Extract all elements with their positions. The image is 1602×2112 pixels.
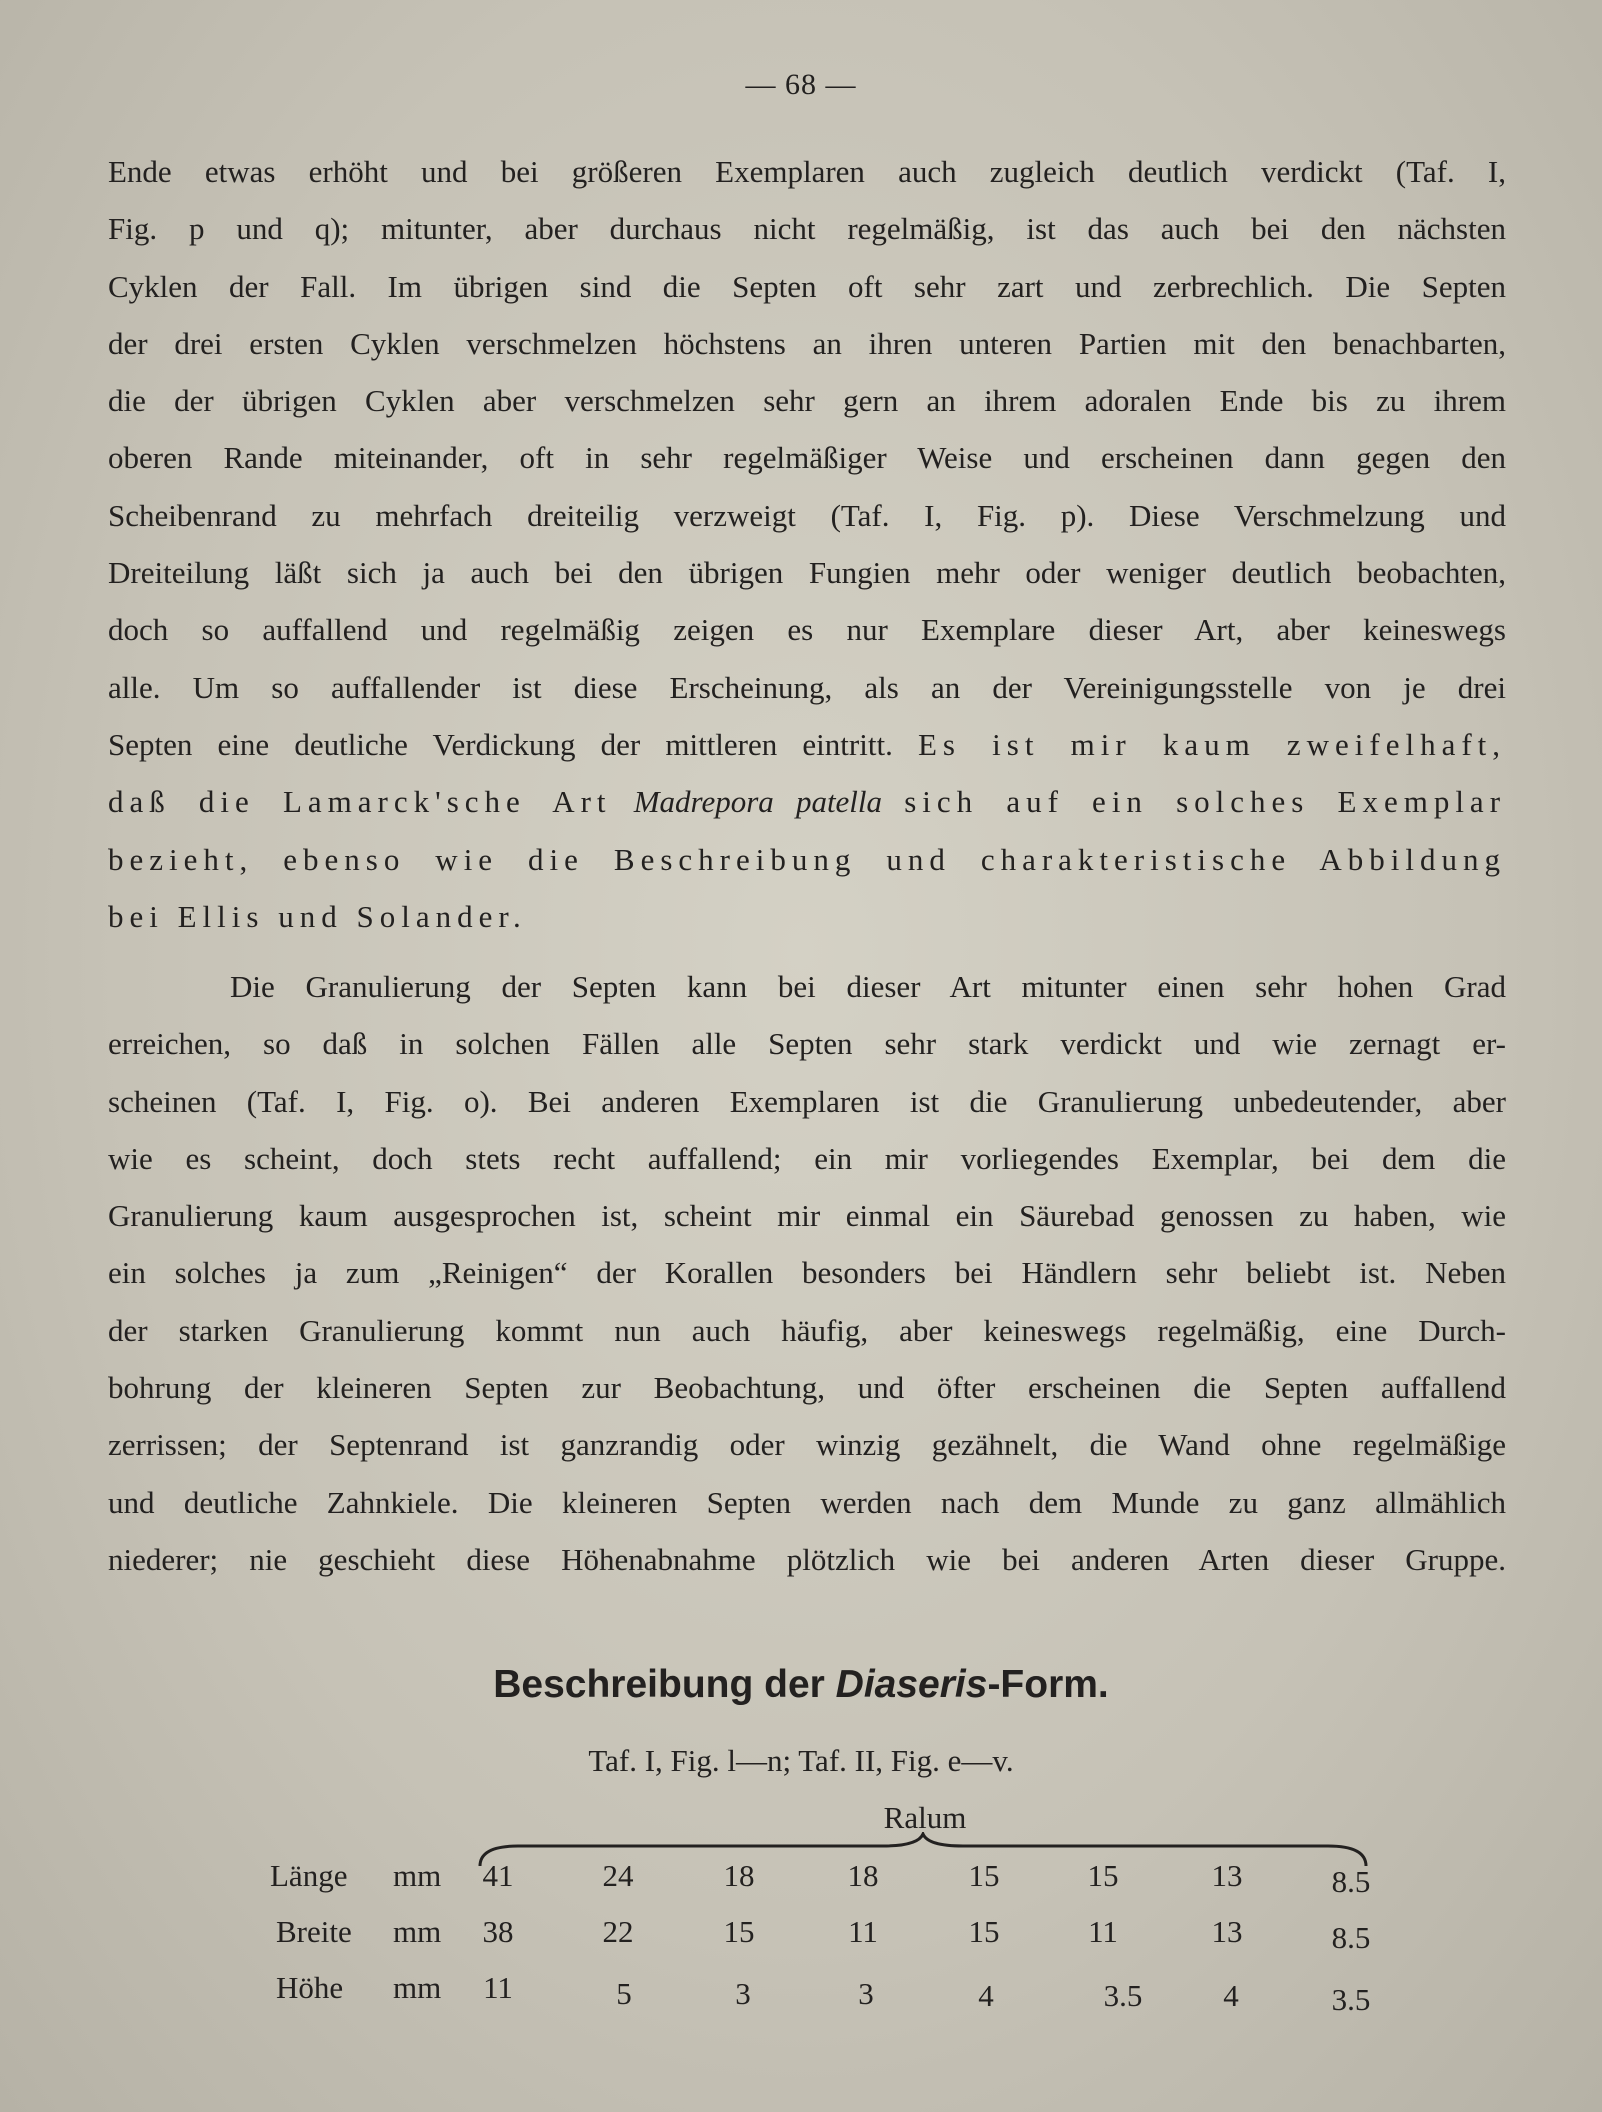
section-heading: [0, 1663, 1602, 1707]
table-cell: 3.5: [1103, 1978, 1143, 2013]
text-line: Dreiteilung läßt sich ja auch bei den übrigen Fungien mehr oder weniger deutlich beobachten,: [108, 555, 1506, 591]
table-cell: 4: [1223, 1978, 1239, 2013]
text-line: Die Granulierung der Septen kann bei dieser Art mitunter einen sehr hohen Grad: [230, 969, 1506, 1004]
table-cell: 15: [1087, 1858, 1119, 1893]
table-cell: 15: [968, 1914, 1000, 1949]
table-cell: 5: [616, 1976, 632, 2011]
table-cell: 4: [978, 1978, 994, 2013]
text-line: der starken Granulierung kommt nun auch häufig, aber keineswegs regelmäßig, eine Durch-: [108, 1312, 1506, 1348]
text-line: bohrung der kleineren Septen zur Beobachtung, und öfter erscheinen die Septen auffallend: [108, 1370, 1506, 1406]
text-line: Granulierung kaum ausgesprochen ist, scheint mir einmal ein Säurebad genossen zu haben, wie: [108, 1198, 1506, 1234]
text-fragment: Septen eine deutliche Verdickung der mittleren eintritt.: [108, 726, 893, 762]
table-cell: 15: [723, 1914, 755, 1949]
table-cell: 18: [847, 1858, 879, 1893]
table-cell: 11: [1088, 1914, 1118, 1949]
row-label: Länge: [270, 1858, 348, 1893]
table-cell: 3: [735, 1976, 751, 2011]
table-cell: 13: [1211, 1914, 1243, 1949]
table-cell: 24: [602, 1858, 634, 1893]
spaced-emphasis: Es ist mir kaum zweifelhaft,: [918, 726, 1507, 762]
text-line: doch so auffallend und regelmäßig zeigen es nur Exemplare dieser Art, aber keineswegs: [108, 612, 1506, 648]
paragraph-granulation: [108, 958, 1506, 1588]
paragraph-septa-fusion: [108, 143, 1506, 945]
text-line: niederer; nie geschieht diese Höhenabnahme plötzlich wie bei anderen Arten dieser Gruppe.: [108, 1541, 1506, 1577]
text-line: zerrissen; der Septenrand ist ganzrandig oder winzig gezähnelt, die Wand ohne regelmäßige: [108, 1427, 1506, 1463]
text-line: oberen Rande miteinander, oft in sehr regelmäßiger Weise und erscheinen dann gegen den: [108, 440, 1506, 476]
text-line: die der übrigen Cyklen aber verschmelzen sehr gern an ihrem adoralen Ende bis zu ihrem: [108, 383, 1506, 419]
table-cell: 41: [482, 1858, 514, 1893]
text-line: Cyklen der Fall. Im übrigen sind die Septen oft sehr zart und zerbrechlich. Die Septen: [108, 268, 1506, 304]
text-line: Ende etwas erhöht und bei größeren Exemplaren auch zugleich deutlich verdickt (Taf. I,: [108, 154, 1506, 189]
text-line: [108, 716, 1506, 773]
table-cell: 15: [968, 1858, 1000, 1893]
row-label: Breite: [276, 1914, 352, 1949]
text-line: alle. Um so auffallender ist diese Erscheinung, als an der Vereinigungsstelle von je drei: [108, 669, 1506, 705]
table-cell: 3: [858, 1976, 874, 2011]
table-cell: 8.5: [1331, 1920, 1371, 1955]
locality-label: Ralum: [883, 1800, 967, 1835]
table-cell: 13: [1211, 1858, 1243, 1893]
row-unit: mm: [393, 1970, 442, 2005]
row-unit: mm: [393, 1914, 442, 1949]
table-cell: 11: [483, 1970, 513, 2005]
plate-reference: Taf. I, Fig. l—n; Taf. II, Fig. e—v.: [588, 1743, 1014, 1778]
text-line: wie es scheint, doch stets recht auffallend; ein mir vorliegendes Exemplar, bei dem die: [108, 1140, 1506, 1176]
measurement-row-length: [0, 1858, 1602, 1898]
table-cell: 18: [723, 1858, 755, 1893]
table-cell: 22: [602, 1914, 634, 1949]
text-line: scheinen (Taf. I, Fig. o). Bei anderen Exemplaren ist die Granulierung unbedeutender, aber: [108, 1083, 1506, 1119]
heading-genus: Diaseris: [835, 1663, 988, 1706]
text-line: Fig. p und q); mitunter, aber durchaus nicht regelmäßig, ist das auch bei den nächsten: [108, 211, 1506, 247]
measurement-row-width: [0, 1914, 1602, 1954]
row-unit: mm: [393, 1858, 442, 1893]
table-cell: 11: [848, 1914, 878, 1949]
page-number: — 68 —: [745, 68, 857, 101]
text-line: erreichen, so daß in solchen Fällen alle Septen sehr stark verdickt und wie zernagt er-: [108, 1026, 1506, 1062]
text-line: bezieht, ebenso wie die Beschreibung und charakteristische Abbildung: [108, 841, 1506, 877]
text-line: [108, 773, 1506, 830]
table-cell: 38: [482, 1914, 514, 1949]
row-label: Höhe: [276, 1970, 344, 2005]
spaced-emphasis: sich auf ein solches Exemplar: [904, 784, 1507, 820]
text-line: Scheibenrand zu mehrfach dreiteilig verzweigt (Taf. I, Fig. p). Diese Verschmelzung und: [108, 497, 1506, 533]
text-line: ein solches ja zum „Reinigen“ der Korallen besonders bei Händlern sehr beliebt ist. Neben: [108, 1255, 1506, 1291]
table-cell: 8.5: [1331, 1864, 1371, 1899]
text-line: und deutliche Zahnkiele. Die kleineren Septen werden nach dem Munde zu ganz allmählich: [108, 1484, 1506, 1520]
measurement-row-height: [0, 1970, 1602, 2017]
heading-suffix: -Form.: [987, 1663, 1109, 1706]
text-line: bei Ellis und Solander.: [108, 898, 527, 934]
heading-prefix: Beschreibung der: [493, 1663, 836, 1706]
table-cell: 3.5: [1331, 1982, 1371, 2017]
spaced-emphasis: daß die Lamarck'sche Art: [108, 784, 612, 820]
species-name: Madrepora patella: [633, 784, 883, 820]
text-line: der drei ersten Cyklen verschmelzen höchstens an ihren unteren Partien mit den benachbarten,: [108, 325, 1506, 361]
